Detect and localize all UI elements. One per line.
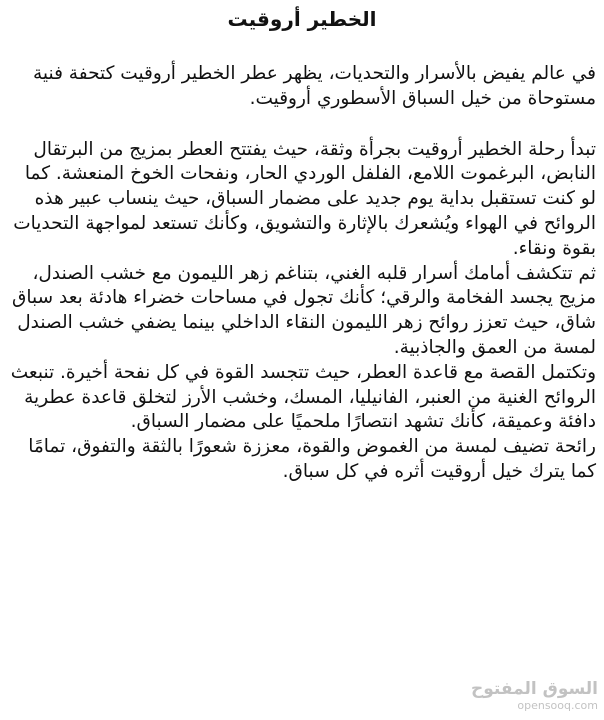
paragraph-heart-notes: ثم تتكشف أمامك أسرار قلبه الغني، بتناغم زهر الليمون مع خشب الصندل، مزيج يجسد الفخامة والرقي؛ كأنك تجول في مساحات خضراء هادئة بعد سباق شاق، حيث تعزز روائح زهر الليمون النقاء الداخلي بينما يضفي خشب الصندل لمسة من العمق والجاذبية. <box>12 262 596 358</box>
paragraph-closing: رائحة تضيف لمسة من الغموض والقوة، معززة شعورًا بالثقة والتفوق، تمامًا كما يترك خيل أروقيت أثره في كل سباق. <box>28 436 596 482</box>
opensooq-watermark <box>471 679 598 712</box>
document <box>8 6 596 485</box>
paragraph-intro: في عالم يفيض بالأسرار والتحديات، يظهر عطر الخطير أروقيت كتحفة فنية مستوحاة من خيل السباق الأسطوري أروقيت. <box>33 63 596 109</box>
paragraph-base-notes: وتكتمل القصة مع قاعدة العطر، حيث تتجسد القوة في كل نفحة أخيرة. تنبعث الروائح الغنية من العنبر، الفانيليا، المسك، وخشب الأرز لتخلق قاعدة عطرية دافئة وعميقة، كأنك تشهد انتصارًا ملحميًا على مضمار السباق. <box>10 361 596 433</box>
paragraph-top-notes: تبدأ رحلة الخطير أروقيت بجرأة وثقة، حيث يفتتح العطر بمزيج من البرتقال النابض، البرغموت اللامع، الفلفل الوردي الحار، ونفحات الخوخ المنعشة. كما لو كنت تستقبل بداية يوم جديد على مضمار السباق، حيث ينساب عبير هذه الروائح في الهواء ويُشعرك بالإثارة والتشويق، وكأنك تستعد لمواجهة التحديات بقوة ونقاء. <box>13 138 596 259</box>
watermark-latin: opensooq.com <box>517 699 598 712</box>
document-title: الخطير أروقيت <box>227 7 377 31</box>
watermark-arabic: السوق المفتوح <box>471 679 598 699</box>
